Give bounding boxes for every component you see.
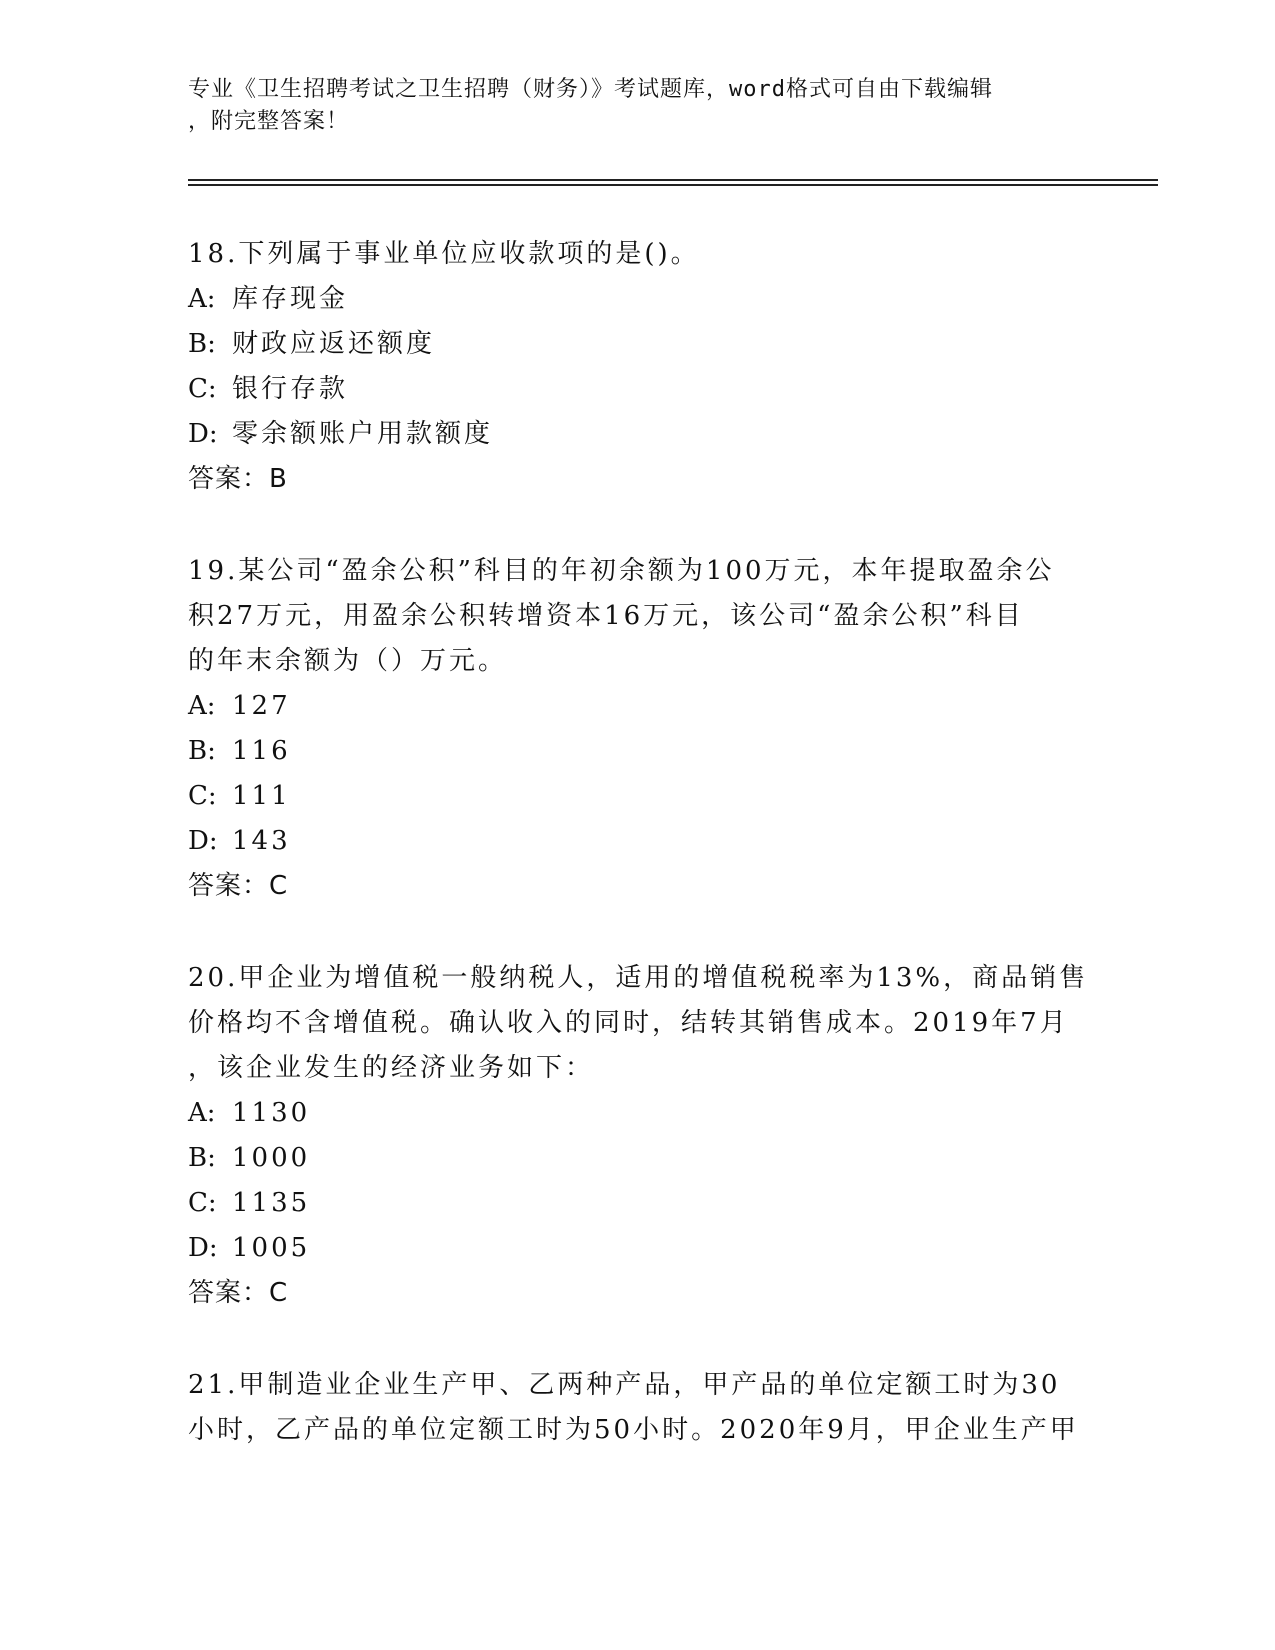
option-a: [188, 684, 1108, 729]
answer: 答案：C: [188, 871, 289, 901]
stem-line: 19.某公司“盈余公积”科目的年初余额为100万元，本年提取盈余公: [188, 556, 1055, 586]
stem-line: 20.甲企业为增值税一般纳税人，适用的增值税税率为13%，商品销售: [188, 963, 1089, 993]
option-text: 1000: [232, 1143, 311, 1173]
question-spacer: [188, 909, 1108, 956]
option-key: C:: [188, 781, 217, 811]
option-text: 库存现金: [232, 284, 349, 314]
option-key: B:: [188, 736, 216, 766]
question-stem: [188, 549, 1108, 684]
header-divider-top: [188, 179, 1158, 181]
option-key: A:: [188, 1098, 216, 1128]
question-21: [188, 1363, 1108, 1453]
stem-line: 18.下列属于事业单位应收款项的是()。: [188, 239, 700, 269]
option-d: [188, 1226, 1108, 1271]
option-text: 银行存款: [232, 374, 349, 404]
question-spacer: [188, 502, 1108, 549]
question-stem: [188, 956, 1108, 1091]
question-spacer: [188, 1316, 1108, 1363]
stem-line: 小时，乙产品的单位定额工时为50小时。2020年9月，甲企业生产甲: [188, 1415, 1079, 1445]
option-key: A:: [188, 284, 216, 314]
option-b: [188, 322, 1108, 367]
header-divider-bottom: [188, 184, 1158, 186]
question-19: [188, 549, 1108, 909]
option-a: [188, 1091, 1108, 1136]
option-c: [188, 1181, 1108, 1226]
option-text: 1135: [232, 1188, 311, 1218]
question-20: [188, 956, 1108, 1316]
option-key: C:: [188, 1188, 217, 1218]
option-d: [188, 412, 1108, 457]
option-key: C:: [188, 374, 217, 404]
option-d: [188, 819, 1108, 864]
stem-line: 21.甲制造业企业生产甲、乙两种产品，甲产品的单位定额工时为30: [188, 1370, 1061, 1400]
option-text: 116: [232, 736, 291, 766]
option-key: D:: [188, 826, 218, 856]
option-text: 1130: [232, 1098, 311, 1128]
option-key: B:: [188, 329, 216, 359]
stem-line: 的年末余额为（）万元。: [188, 646, 508, 676]
document-header: [188, 74, 1088, 138]
option-text: 1005: [232, 1233, 311, 1263]
option-text: 111: [232, 781, 291, 811]
question-18: [188, 232, 1108, 502]
option-c: [188, 367, 1108, 412]
answer: 答案：C: [188, 1278, 289, 1308]
stem-line: 积27万元，用盈余公积转增资本16万元，该公司“盈余公积”科目: [188, 601, 1024, 631]
option-b: [188, 1136, 1108, 1181]
stem-line: 价格均不含增值税。确认收入的同时，结转其销售成本。2019年7月: [188, 1008, 1069, 1038]
option-key: B:: [188, 1143, 216, 1173]
answer: 答案：B: [188, 464, 288, 494]
option-key: D:: [188, 419, 218, 449]
stem-line: ，该企业发生的经济业务如下：: [188, 1053, 595, 1083]
header-line-2: ，附完整答案！: [188, 109, 350, 134]
option-text: 零余额账户用款额度: [232, 419, 494, 449]
option-b: [188, 729, 1108, 774]
option-text: 财政应返还额度: [232, 329, 436, 359]
header-line-1: 专业《卫生招聘考试之卫生招聘（财务）》考试题库，word格式可自由下载编辑: [188, 77, 993, 102]
option-a: [188, 277, 1108, 322]
option-text: 127: [232, 691, 291, 721]
option-text: 143: [232, 826, 291, 856]
question-stem: [188, 232, 1108, 277]
question-stem: [188, 1363, 1108, 1453]
option-c: [188, 774, 1108, 819]
option-key: D:: [188, 1233, 218, 1263]
question-list: [188, 232, 1108, 1453]
option-key: A:: [188, 691, 216, 721]
